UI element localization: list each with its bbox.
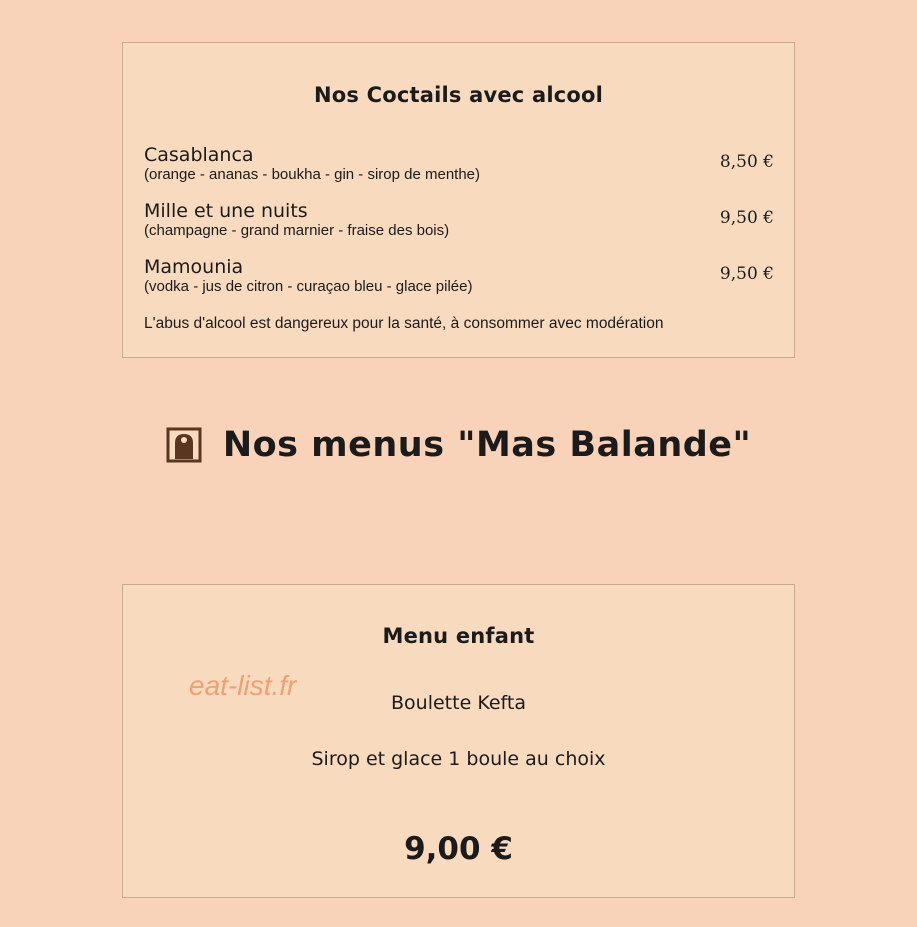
item-description: (orange - ananas - boukha - gin - sirop de menthe): [144, 166, 481, 183]
section-heading: [0, 425, 917, 465]
menu-item: [144, 200, 774, 239]
item-price: 9,50 €: [719, 264, 774, 284]
menu-card: [122, 584, 795, 898]
cocktails-title: Nos Coctails avec alcool: [313, 83, 604, 107]
item-description: (vodka - jus de citron - curaçao bleu - glace pilée): [144, 278, 473, 295]
alcohol-warning: L'abus d'alcool est dangereux pour la santé, à consommer avec modération: [144, 315, 664, 332]
menu-course: Boulette Kefta: [391, 692, 526, 714]
menu-item: [144, 144, 774, 183]
menu-course: Sirop et glace 1 boule au choix: [311, 748, 606, 770]
item-name: Casablanca: [144, 144, 254, 166]
watermark: eat-list.fr: [189, 670, 297, 701]
item-name: Mille et une nuits: [144, 200, 308, 222]
section-title: Nos menus "Mas Balande": [222, 425, 752, 465]
item-price: 8,50 €: [719, 152, 774, 172]
item-price: 9,50 €: [719, 208, 774, 228]
item-description: (champagne - grand marnier - fraise des bois): [144, 222, 450, 239]
menu-title: Menu enfant: [382, 624, 535, 648]
cocktails-card: [122, 42, 795, 358]
item-name: Mamounia: [144, 256, 244, 278]
menu-price: 9,00 €: [404, 831, 513, 867]
moroccan-door-icon: [166, 427, 202, 463]
menu-item: [144, 256, 774, 295]
